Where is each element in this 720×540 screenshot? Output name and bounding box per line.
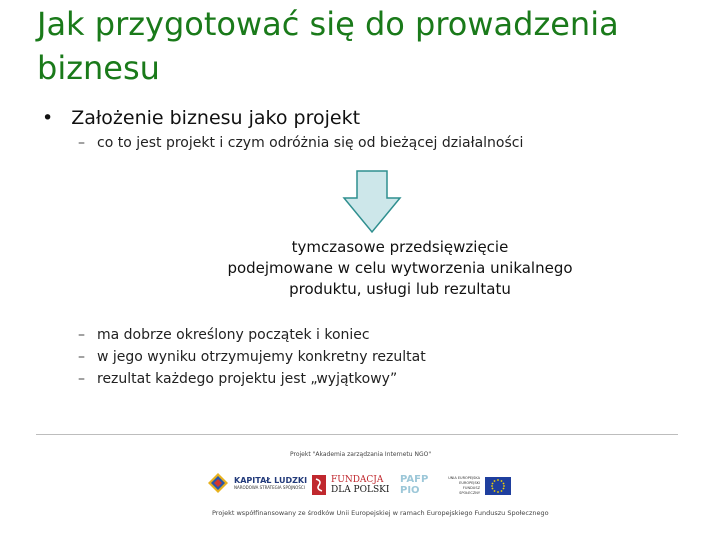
logo-text: FUNDACJA <box>331 475 384 485</box>
definition-line: podejmowane w celu wytworzenia unikalnego <box>227 259 573 277</box>
logo-text: PAFP <box>400 474 429 485</box>
footer-project-line: Projekt "Akademia zarządzania Internetu NGO" <box>290 451 432 458</box>
logo-text: EUROPEJSKI <box>459 481 480 485</box>
unia-europejska-text <box>442 476 480 496</box>
eu-flag-icon <box>485 477 511 495</box>
sub-item <box>78 135 523 151</box>
list-item-text: w jego wyniku otrzymujemy konkretny rezultat <box>97 349 426 365</box>
sub-item-text: co to jest projekt i czym odróżnia się od bieżącej działalności <box>97 135 524 151</box>
logo-subtext: NARODOWA STRATEGIA SPÓJNOŚCI <box>234 485 305 490</box>
kapital-ludzki-emblem-icon <box>207 472 229 494</box>
logo-text: KAPITAŁ LUDZKI <box>234 476 308 485</box>
pafpio-logo <box>400 474 428 496</box>
logo-text: FUNDUSZ SPOŁECZNY <box>459 486 480 495</box>
definition-line: produktu, usługi lub rezultatu <box>289 280 511 298</box>
bullet-marker: • <box>42 107 54 129</box>
dash-marker: – <box>78 135 85 151</box>
logo-subtext: DLA POLSKI <box>331 485 390 495</box>
dash-marker: – <box>78 349 85 365</box>
slide-title: Jak przygotować się do prowadzenia biznesu <box>37 5 619 87</box>
cofinance-note: Projekt współfinansowany ze środków Unii Europejskiej w ramach Europejskiego Funduszu Społecznego <box>212 509 549 517</box>
logo-text: UNIA EUROPEJSKA <box>448 476 480 480</box>
list-item <box>78 371 397 387</box>
dash-marker: – <box>78 327 85 343</box>
list-item-text: ma dobrze określony początek i koniec <box>97 327 370 343</box>
kapital-ludzki-logo <box>207 472 307 494</box>
footer-divider <box>36 434 678 435</box>
fundacja-emblem-icon <box>311 474 327 496</box>
bullet-text: Założenie biznesu jako projekt <box>71 107 361 129</box>
down-arrow-icon <box>342 170 402 234</box>
dash-marker: – <box>78 371 85 387</box>
logo-text: PIO <box>400 485 420 496</box>
bullet-item <box>42 107 360 129</box>
fundacja-dla-polski-logo <box>311 474 389 496</box>
definition-line: tymczasowe przedsięwzięcie <box>291 238 509 256</box>
project-definition <box>170 237 630 300</box>
list-item <box>78 327 370 343</box>
list-item <box>78 349 426 365</box>
list-item-text: rezultat każdego projektu jest „wyjątkowy” <box>97 371 398 387</box>
